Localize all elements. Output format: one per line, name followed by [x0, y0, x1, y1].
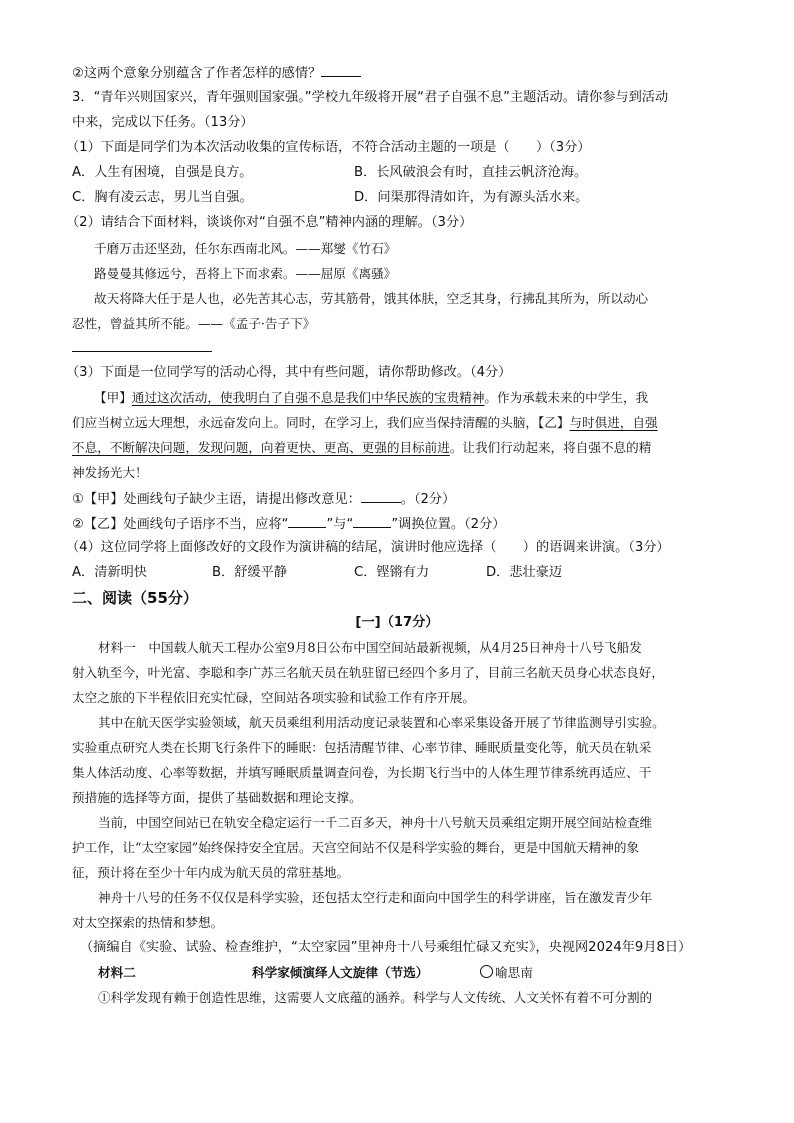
material1-line: 护工作，让“太空家园”始终保持安全宜居。天宫空间站不仅是科学实验的舞台，更是中国航天精神的象 — [72, 840, 640, 855]
option-c: C．铿锵有力 — [354, 565, 430, 580]
material2-line: ①科学发现有赖于创造性思维，这需要人文底蕴的涵养。科学与人文传统、人文关怀有着不可分割的 — [98, 990, 653, 1005]
option-d: D．悲壮豪迈 — [486, 565, 563, 580]
q3-sub2-stem: （2）请结合下面材料，谈谈你对“自强不息”精神内涵的理解。（3分） — [66, 215, 473, 230]
q3-sub4-stem: （4）这位同学将上面修改好的文段作为演讲稿的结尾，演讲时他应选择（ ）的语调来讲演。（3分） — [66, 540, 670, 555]
question-line: ②这两个意象分别蕴含了作者怎样的感情？ — [72, 62, 732, 84]
material2-author: 喻思南 — [480, 963, 533, 983]
material1-line: 太空之旅的下半程依旧充实忙碌，空间站各项实验和试验工作有序开展。 — [72, 690, 475, 705]
material1-line: 对太空探索的热情和梦想。 — [72, 915, 224, 930]
q3-stem-line-2: 中来，完成以下任务。（13分） — [72, 115, 254, 130]
essay-line-3: 不息，不断解决问题，发现问题，向着更快、更高、更强的目标前进。让我们行动起来，将自强不息的精 — [72, 440, 652, 455]
section-heading: 二、阅读（55分） — [72, 589, 198, 607]
part-heading: [一]（17分） — [355, 615, 439, 630]
material1-line: 集人体活动度、心率等数据，并填写睡眠质量调查问卷，为长期飞行当中的人体生理节律系统再适应、干 — [72, 765, 652, 780]
option-b: B．舒缓平静 — [212, 565, 287, 580]
material-quote-3-line-2: 忍性，曾益其所不能。——《孟子·告子下》 — [72, 316, 316, 331]
option-d: D．问渠那得清如许，为有源头活水来。 — [354, 190, 589, 205]
option-a: A．人生有困境，自强是良方。 — [72, 165, 253, 180]
circle-icon — [480, 965, 493, 978]
option-b: B．长风破浪会有时，直挂云帆济沧海。 — [354, 165, 588, 180]
material-quote-1: 千磨万击还坚劲，任尔东西南北风。——郑燮《竹石》 — [94, 241, 397, 256]
essay-line-1: 【甲】通过这次活动，使我明白了自强不息是我们中华民族的宝贵精神。作为承载未来的中学生，我 — [94, 390, 649, 405]
material1-line: 实验重点研究人类在长期飞行条件下的睡眠：包括清醒节律、心率节律、睡眠质量变化等，航天员在轨采 — [72, 740, 652, 755]
material1-line: 神舟十八号的任务不仅仅是科学实验，还包括太空行走和面向中国学生的科学讲座，旨在激发青少年 — [98, 890, 653, 905]
answer-blank[interactable] — [321, 62, 361, 77]
material2-label: 材料二 — [98, 965, 136, 980]
q3-sub1-stem: （1）下面是同学们为本次活动收集的宣传标语，不符合活动主题的一项是（ ）（3分） — [66, 140, 591, 155]
essay-line-2: 们应当树立远大理想，永远奋发向上。同时，在学习上，我们应当保持清醒的头脑，【乙】与时俱进，自强 — [72, 415, 658, 430]
material1-line: 其中在航天医学实验领域，航天员乘组利用活动度记录装置和心率采集设备开展了节律监测导引实验。 — [98, 715, 665, 730]
q3-sub3-stem: （3）下面是一位同学写的活动心得，其中有些问题，请你帮助修改。（4分） — [66, 365, 512, 380]
material1-line: 当前，中国空间站已在轨安全稳定运行一千二百多天，神舟十八号航天员乘组定期开展空间站检查维 — [98, 815, 653, 830]
q3-stem-line-1: 3．“青年兴则国家兴，青年强则国家强。”学校九年级将开展“君子自强不息”主题活动。请你参与到活动 — [72, 90, 669, 105]
answer-line[interactable] — [72, 351, 212, 352]
material1-line: 射入轨至今，叶光富、李聪和李广苏三名航天员在轨驻留已经四个多月了，目前三名航天员身心状态良好， — [72, 665, 664, 680]
option-a: A．清新明快 — [72, 565, 147, 580]
material1-line: 材料一 中国载人航天工程办公室9月8日公布中国空间站最新视频，从4月25日神舟十八号飞船发 — [98, 640, 642, 655]
q3-sub3-task-1: ①【甲】处画线句子缺少主语，请提出修改意见： 。（2分） — [72, 488, 732, 510]
answer-blank[interactable] — [353, 513, 391, 528]
material-quote-3-line-1: 故天将降大任于是人也，必先苦其心志，劳其筋骨，饿其体肤，空乏其身，行拂乱其所为，所以动心 — [94, 291, 649, 306]
answer-blank[interactable] — [361, 488, 401, 503]
material1-line: 征，预计将在至少十年内成为航天员的常驻基地。 — [72, 865, 350, 880]
essay-line-4: 神发扬光大！ — [72, 465, 148, 480]
option-c: C．胸有凌云志，男儿当自强。 — [72, 190, 253, 205]
q3-sub3-task-2: ②【乙】处画线句子语序不当，应将“ ”与“ ”调换位置。（2分） — [72, 513, 732, 535]
material1-line: 预措施的选择等方面，提供了基础数据和理论支撑。 — [72, 790, 362, 805]
material1-source: （摘编自《实验、试验、检查维护，“太空家园”里神舟十八号乘组忙碌又充实》，央视网2024年9月8日） — [80, 940, 692, 955]
material2-title: 科学家倾演绎人文旋律（节选） — [252, 965, 429, 980]
answer-blank[interactable] — [288, 513, 326, 528]
material-quote-2: 路曼曼其修远兮，吾将上下而求索。——屈原《离骚》 — [94, 266, 397, 281]
